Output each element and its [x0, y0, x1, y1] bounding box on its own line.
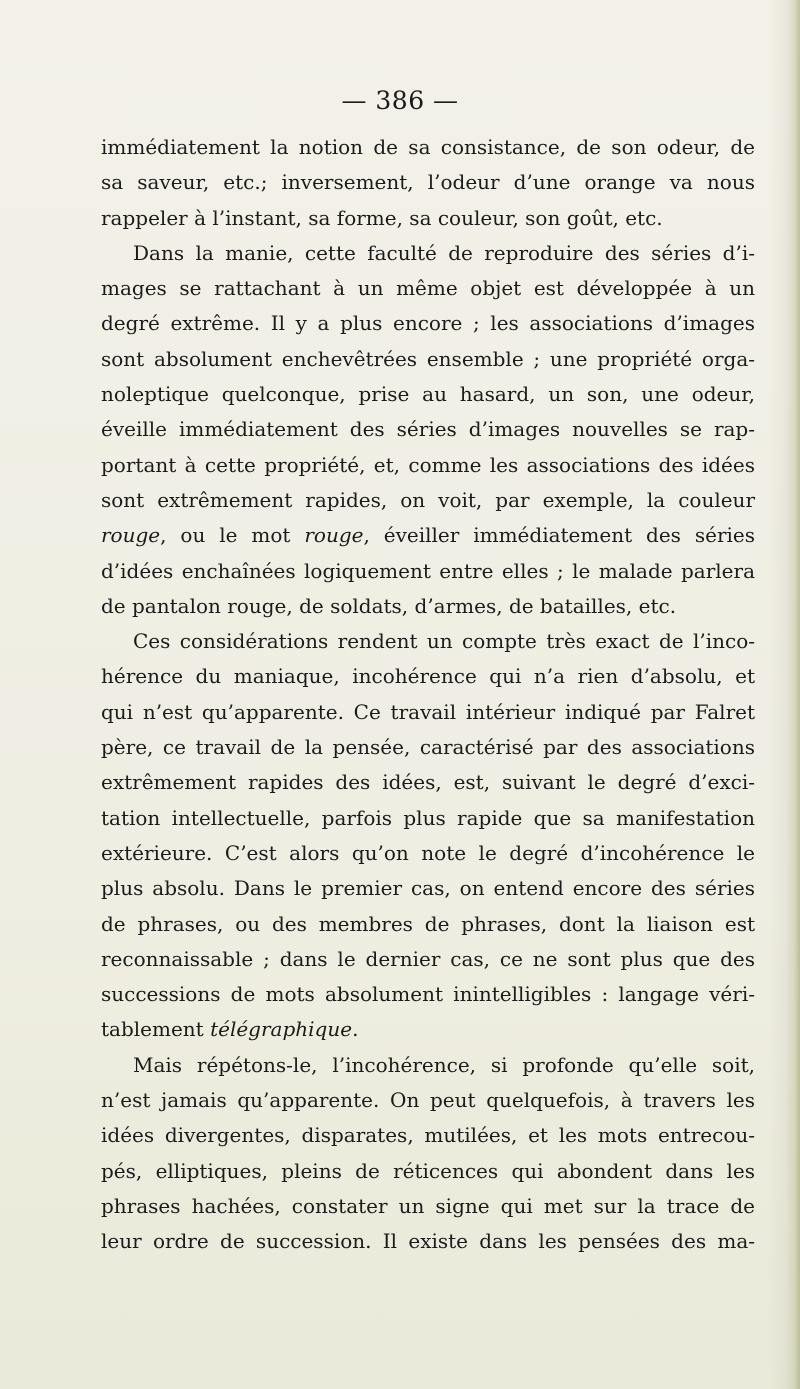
text-line: tation intellectuelle, parfois plus rapide que sa manifestation	[101, 805, 755, 830]
text-line: noleptique quelconque, prise au hasard, un son, une odeur,	[101, 382, 755, 407]
text-fragment: tablement	[101, 1017, 211, 1042]
text-line: hérence du maniaque, incohérence qui n’a rien d’absolu, et	[101, 664, 755, 689]
text-line: de pantalon rouge, de soldats, d’armes, de batailles, etc.	[101, 593, 677, 618]
text-line: pés, elliptiques, pleins de réticences qui abondent dans les	[101, 1158, 755, 1183]
text-line: idées divergentes, disparates, mutilées, et les mots entrecou-	[101, 1123, 755, 1148]
italic-word: télégraphique	[210, 1017, 353, 1042]
text-line: plus absolu. Dans le premier cas, on entend encore des séries	[101, 876, 755, 901]
text-line: phrases hachées, constater un signe qui met sur la trace de	[101, 1193, 755, 1218]
text-fragment: , ou le mot	[160, 523, 305, 548]
text-line: extrêmement rapides des idées, est, suivant le degré d’exci-	[101, 770, 755, 795]
text-line: extérieure. C’est alors qu’on note le degré d’incohérence le	[101, 840, 755, 865]
paragraph-start-line: Ces considérations rendent un compte très exact de l’inco-	[133, 629, 755, 654]
text-line: successions de mots absolument inintelligibles : langage véri-	[101, 982, 755, 1007]
text-line: sa saveur, etc.; inversement, l’odeur d’une orange va nous	[101, 170, 755, 195]
text-line-with-italics	[101, 518, 755, 553]
text-line: portant à cette propriété, et, comme les associations des idées	[101, 452, 755, 477]
text-line: éveille immédiatement des séries d’images nouvelles se rap-	[101, 417, 755, 442]
paragraph-start-line: Dans la manie, cette faculté de reproduire des séries d’i-	[133, 240, 755, 265]
text-line: degré extrême. Il y a plus encore ; les associations d’images	[101, 311, 755, 336]
text-line-with-italics	[101, 1012, 755, 1047]
page-number: — 386 —	[341, 86, 459, 115]
text-fragment: , éveiller immédiatement des séries	[363, 523, 756, 548]
text-line: de phrases, ou des membres de phrases, dont la liaison est	[101, 911, 755, 936]
italic-word: rouge	[304, 523, 364, 548]
text-line: reconnaissable ; dans le dernier cas, ce ne sont plus que des	[101, 946, 755, 971]
text-line: rappeler à l’instant, sa forme, sa couleur, son goût, etc.	[101, 205, 663, 230]
text-line: père, ce travail de la pensée, caractérisé par des associations	[101, 735, 755, 760]
page-edge-shadow	[786, 0, 800, 1389]
italic-word: rouge	[101, 523, 161, 548]
text-line: immédiatement la notion de sa consistance, de son odeur, de	[101, 135, 755, 159]
text-line: leur ordre de succession. Il existe dans les pensées des ma-	[101, 1229, 755, 1254]
text-line: qui n’est qu’apparente. Ce travail intérieur indiqué par Falret	[101, 699, 755, 724]
text-line: sont extrêmement rapides, on voit, par exemple, la couleur	[101, 487, 755, 512]
text-line: sont absolument enchevêtrées ensemble ; une propriété orga-	[101, 346, 755, 371]
text-line: mages se rattachant à un même objet est développée à un	[101, 276, 755, 301]
text-line: d’idées enchaînées logiquement entre elles ; le malade parlera	[101, 558, 755, 583]
body-text	[101, 130, 755, 1260]
text-line: n’est jamais qu’apparente. On peut quelquefois, à travers les	[101, 1088, 755, 1113]
text-fragment: .	[352, 1017, 359, 1042]
paragraph-start-line: Mais répétons-le, l’incohérence, si profonde qu’elle soit,	[133, 1052, 755, 1077]
